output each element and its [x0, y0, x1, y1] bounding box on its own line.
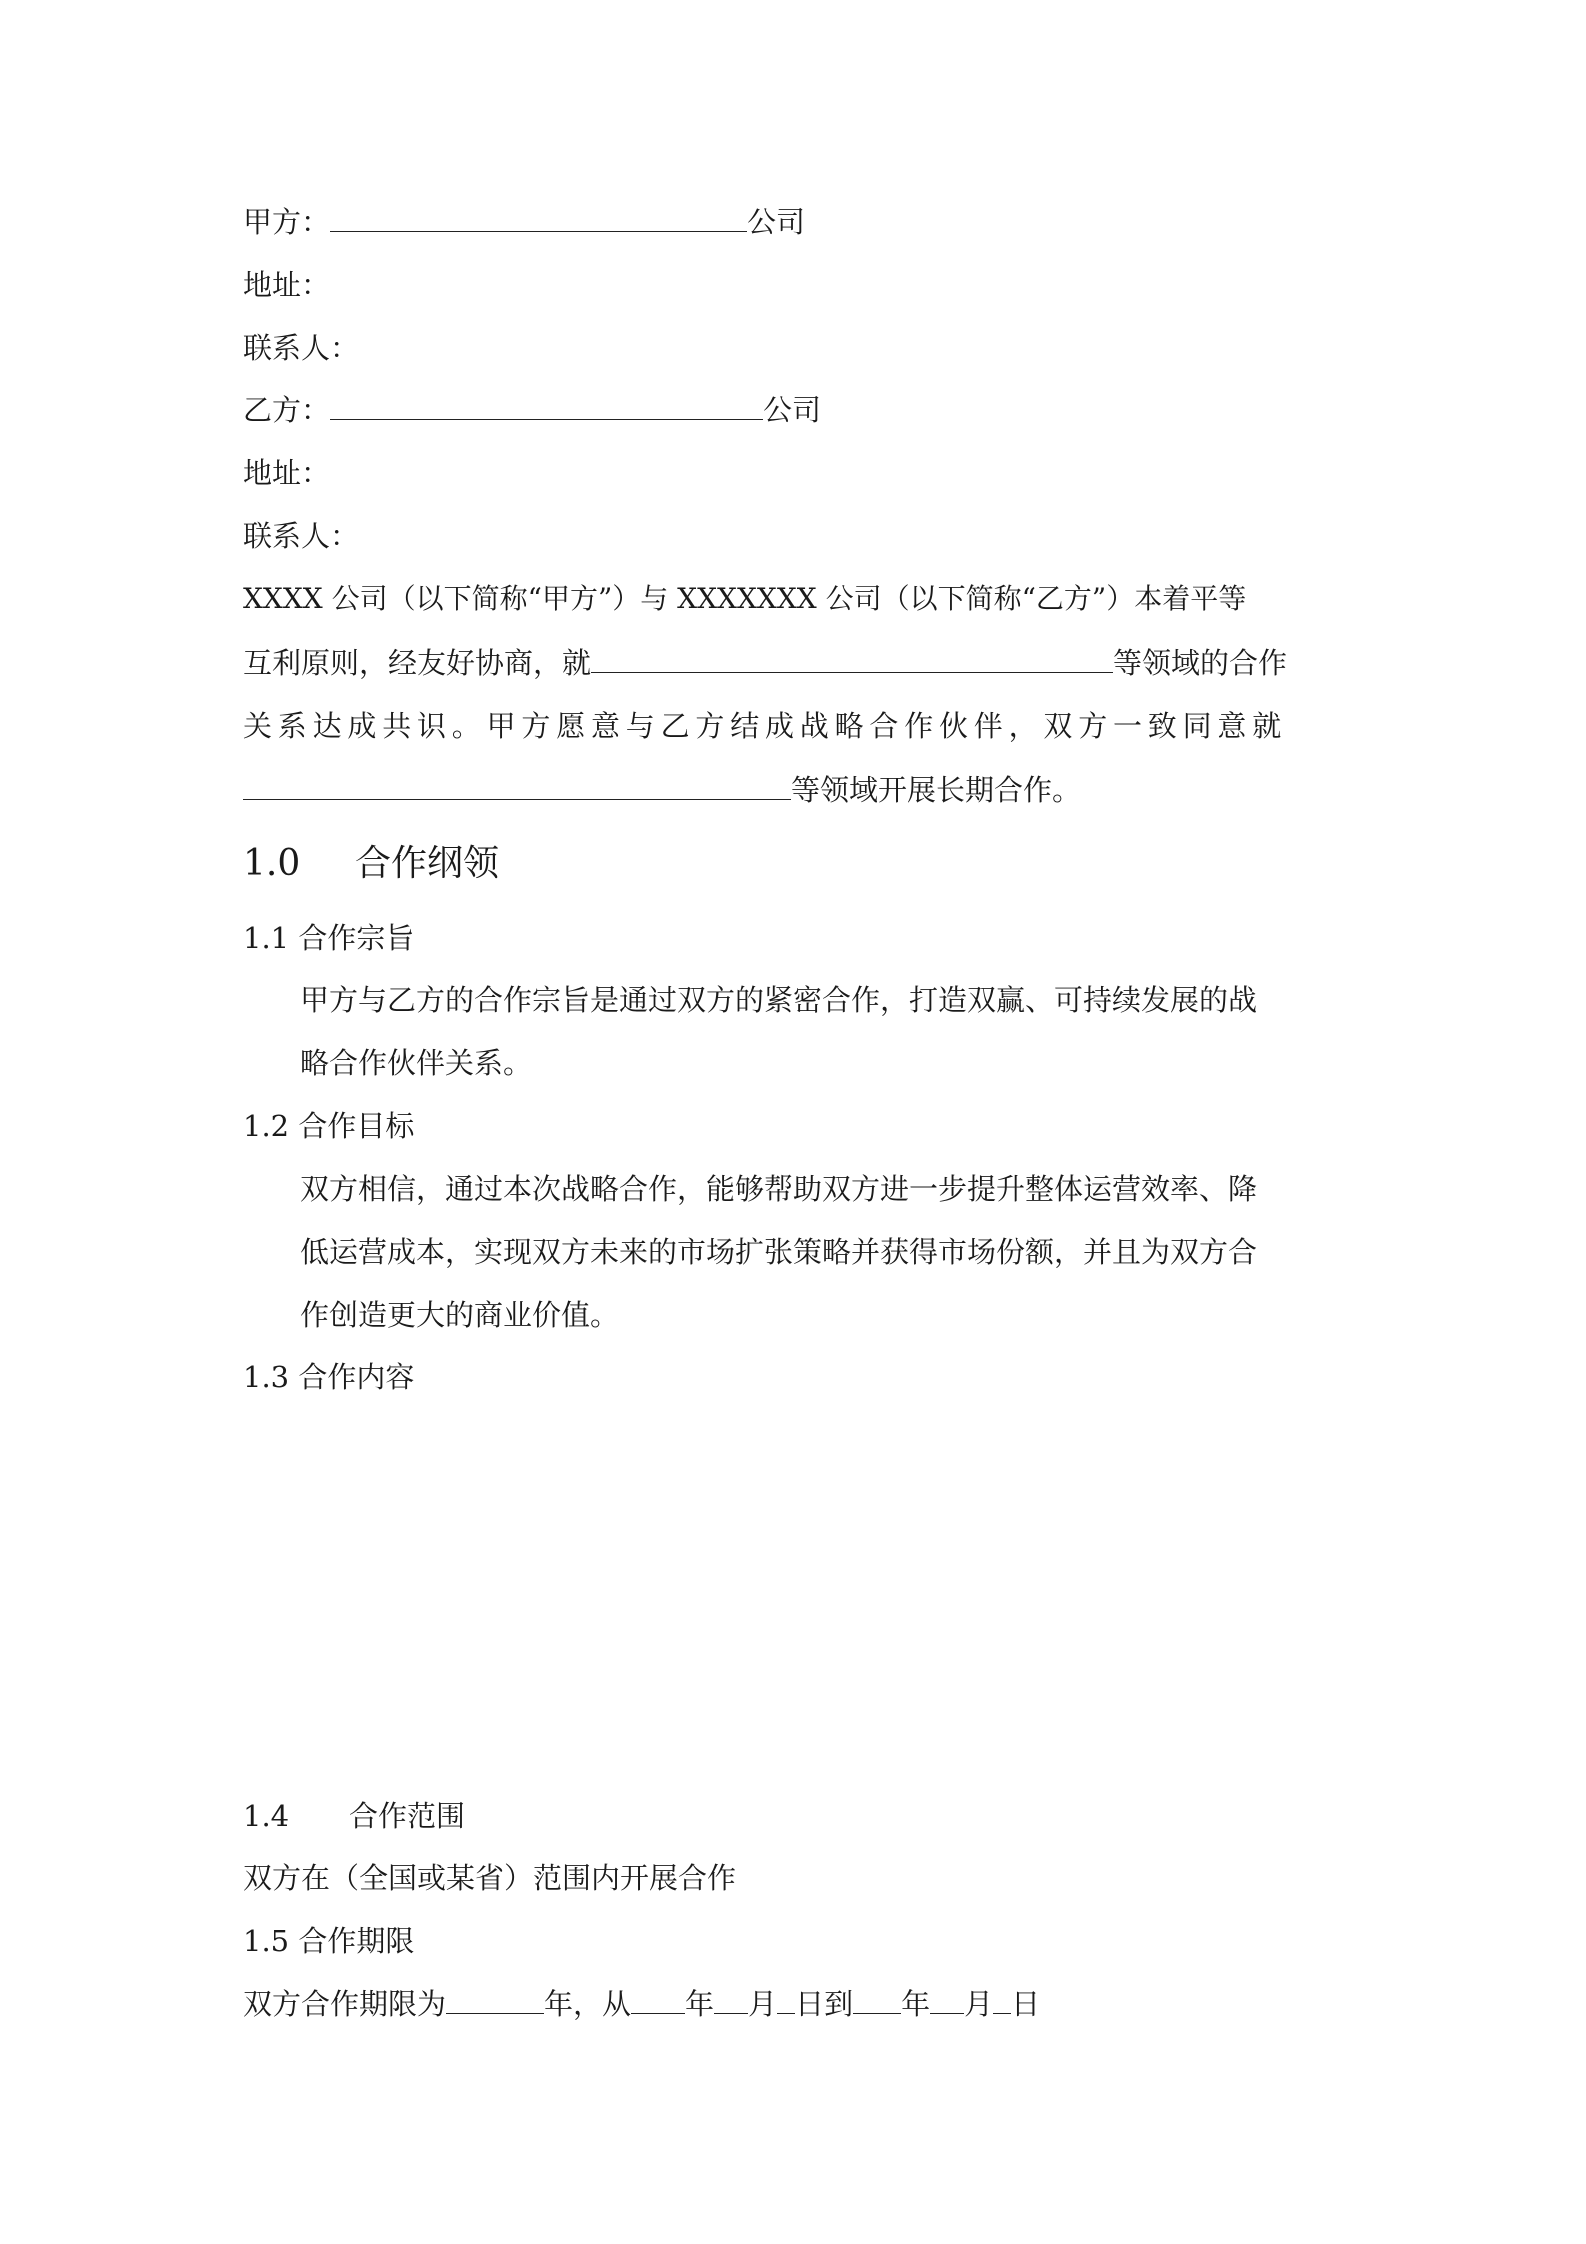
term-text-1: 双方合作期限为: [243, 1987, 447, 2021]
party-a-address-label: 地址：: [243, 268, 331, 302]
section-1-number: 1.0: [243, 843, 301, 884]
term-text-7: 月: [964, 1987, 994, 2021]
section-1-1-line-1: 甲方与乙方的合作宗旨是通过双方的紧密合作，打造双赢、可持续发展的战: [300, 983, 1258, 1017]
section-1-2-line-3: 作创造更大的商业价值。: [300, 1298, 620, 1332]
term-text-2: 年，从: [544, 1987, 632, 2021]
party-a-contact-label: 联系人：: [243, 331, 360, 365]
party-b-contact-label: 联系人：: [243, 519, 360, 553]
section-1-1-line-2: 略合作伙伴关系。: [300, 1046, 533, 1080]
long-term-field-blank[interactable]: [243, 773, 791, 800]
cooperation-field-blank[interactable]: [591, 646, 1113, 673]
term-years-blank[interactable]: [446, 1987, 544, 2014]
section-1-2-line-1: 双方相信，通过本次战略合作，能够帮助双方进一步提升整体运营效率、降: [300, 1172, 1258, 1206]
section-1-3-heading: 1.3 合作内容: [243, 1360, 415, 1394]
intro-line-2-post: 等领域的合作: [1113, 646, 1288, 680]
term-text-4: 月: [748, 1987, 778, 2021]
section-1-4-number: 1.4: [243, 1799, 290, 1833]
section-1-2-line-2: 低运营成本，实现双方未来的市场扩张策略并获得市场份额，并且为双方合: [300, 1235, 1258, 1269]
intro-line-4-post: 等领域开展长期合作。: [791, 773, 1082, 807]
party-b-label: 乙方：: [243, 393, 331, 427]
start-month-blank[interactable]: [714, 1987, 748, 2014]
term-text-6: 年: [901, 1987, 931, 2021]
term-text-5: 日到: [795, 1987, 854, 2021]
end-month-blank[interactable]: [930, 1987, 964, 2014]
section-1-5-heading: 1.5 合作期限: [243, 1924, 415, 1958]
end-year-blank[interactable]: [853, 1987, 901, 2014]
intro-line-1: XXXX 公司（以下简称“甲方”）与 XXXXXXX 公司（以下简称“乙方”）本着平等: [243, 582, 1247, 615]
term-text-8: 日: [1011, 1987, 1041, 2021]
intro-line-2-pre: 互利原则，经友好协商，就: [243, 646, 592, 680]
party-b-suffix: 公司: [763, 393, 822, 427]
section-1-4-body: 双方在（全国或某省）范围内开展合作: [243, 1861, 737, 1895]
section-1-2-heading: 1.2 合作目标: [243, 1109, 415, 1143]
party-a-line: [243, 202, 805, 242]
intro-line-3: 关系达成共识。甲方愿意与乙方结成战略合作伙伴，双方一致同意就: [243, 709, 1288, 743]
section-1-heading: [243, 842, 499, 886]
start-year-blank[interactable]: [631, 1987, 685, 2014]
section-1-4-title: 合作范围: [349, 1799, 466, 1833]
end-day-blank[interactable]: [993, 1987, 1011, 2014]
start-day-blank[interactable]: [777, 1987, 795, 2014]
section-1-title: 合作纲领: [355, 843, 500, 884]
party-b-name-blank[interactable]: [330, 393, 763, 420]
section-1-4-heading: [243, 1796, 465, 1836]
party-a-suffix: 公司: [747, 205, 806, 239]
section-1-5-term-line: [243, 1984, 1040, 2024]
section-1-1-heading: 1.1 合作宗旨: [243, 921, 415, 955]
party-b-address-label: 地址：: [243, 456, 331, 490]
party-a-label: 甲方：: [243, 205, 331, 239]
party-b-line: [243, 390, 821, 430]
intro-line-2: [243, 643, 1287, 683]
intro-line-4: [243, 770, 1081, 810]
term-text-3: 年: [685, 1987, 715, 2021]
party-a-name-blank[interactable]: [330, 205, 747, 232]
